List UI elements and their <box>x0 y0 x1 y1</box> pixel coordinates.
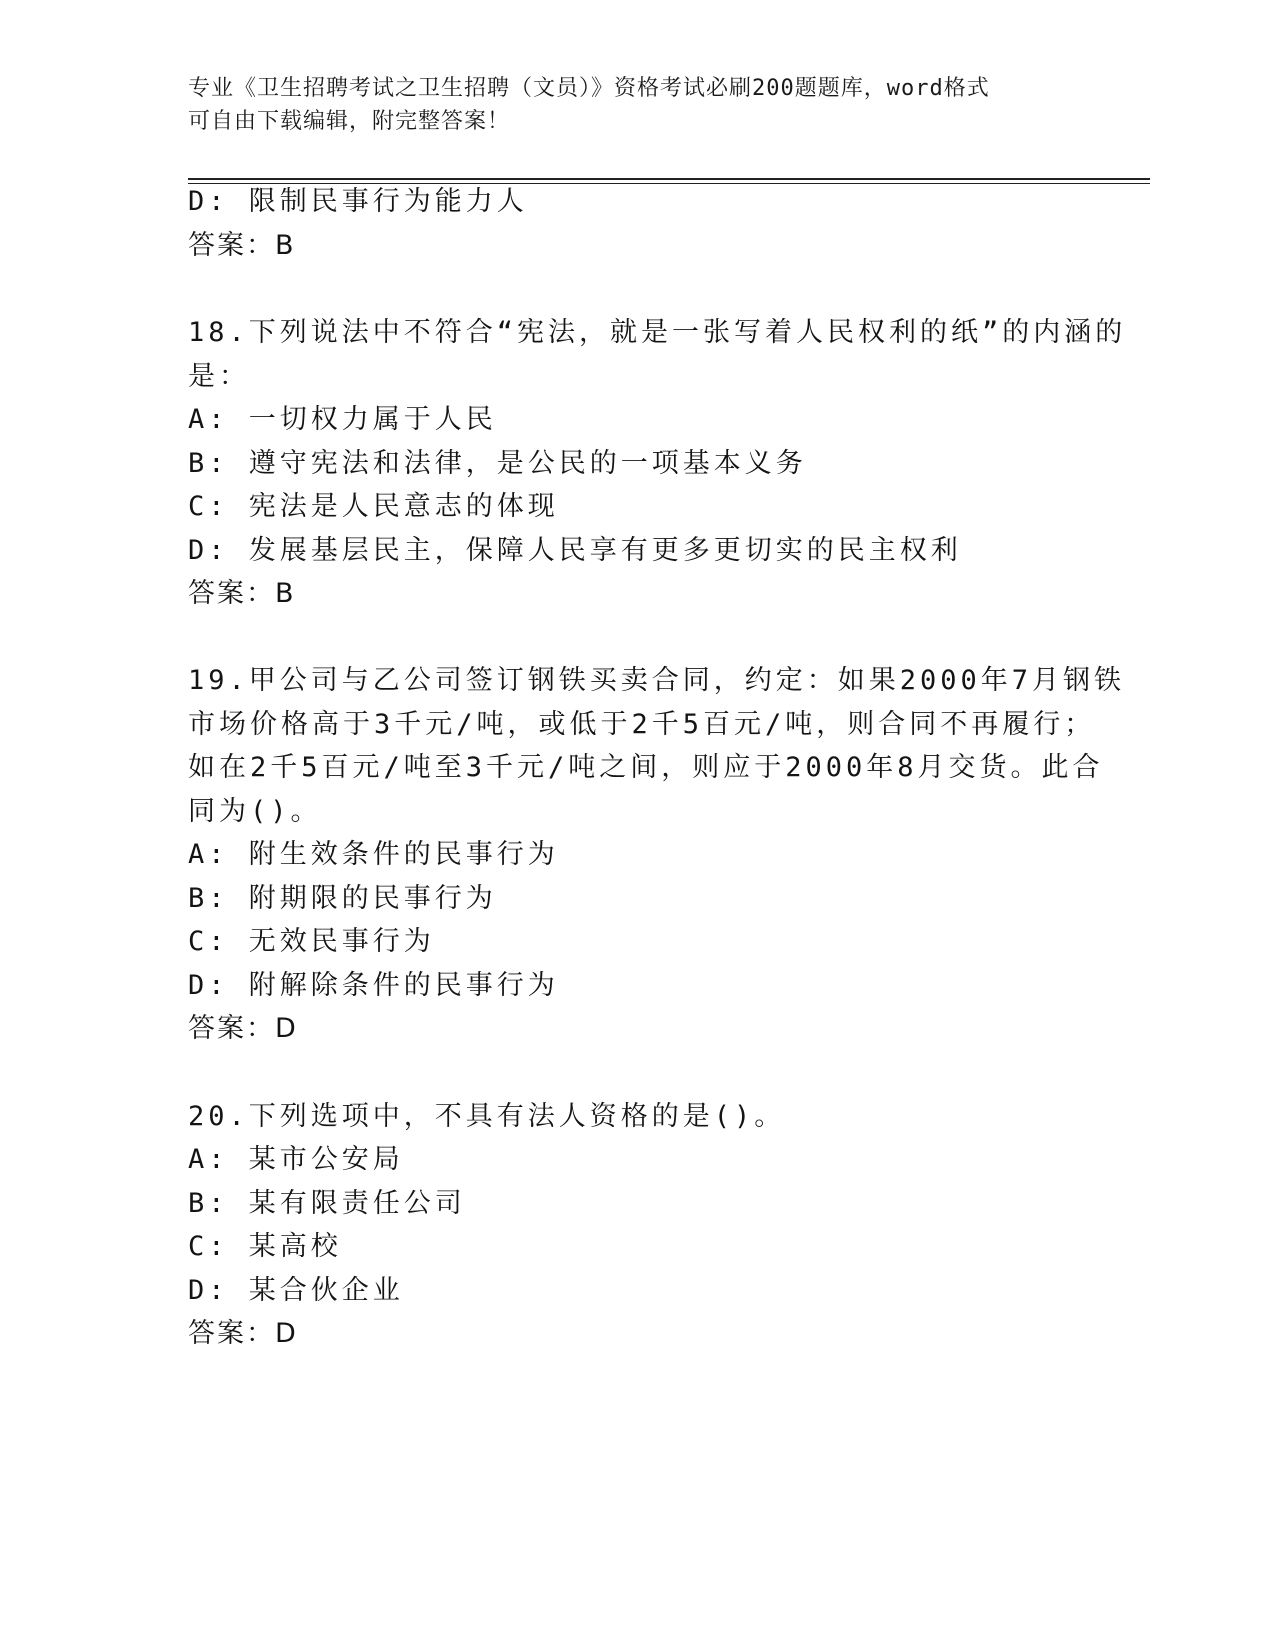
q18-option-a: A: 一切权力属于人民 <box>188 404 497 435</box>
q18-option-b: B: 遵守宪法和法律，是公民的一项基本义务 <box>188 448 807 479</box>
q19-stem-line-2: 市场价格高于3千元/吨，或低于2千5百元/吨，则合同不再履行； <box>188 709 1096 740</box>
q19-option-c: C: 无效民事行为 <box>188 926 435 957</box>
q20-option-c: C: 某高校 <box>188 1231 342 1262</box>
q20-option-a: A: 某市公安局 <box>188 1144 404 1175</box>
q20-answer: 答案：D <box>188 1318 298 1349</box>
header-divider-thick <box>188 178 1150 180</box>
q19-answer: 答案：D <box>188 1013 298 1044</box>
q19-option-d: D: 附解除条件的民事行为 <box>188 970 559 1001</box>
header-title-line-1: 专业《卫生招聘考试之卫生招聘（文员）》资格考试必刷200题题库，word格式 <box>188 76 990 101</box>
q18-option-c: C: 宪法是人民意志的体现 <box>188 491 559 522</box>
q17-option-d: D: 限制民事行为能力人 <box>188 186 528 217</box>
q18-stem-line-1: 18.下列说法中不符合“宪法，就是一张写着人民权利的纸”的内涵的 <box>188 317 1127 348</box>
q20-option-d: D: 某合伙企业 <box>188 1275 404 1306</box>
q18-answer: 答案：B <box>188 578 296 609</box>
q20-option-b: B: 某有限责任公司 <box>188 1188 466 1219</box>
q19-option-a: A: 附生效条件的民事行为 <box>188 839 559 870</box>
header-title-line-2: 可自由下载编辑，附完整答案！ <box>188 109 511 134</box>
q18-option-d: D: 发展基层民主，保障人民享有更多更切实的民主权利 <box>188 535 962 566</box>
q17-answer: 答案：B <box>188 230 296 261</box>
q19-stem-line-1: 19.甲公司与乙公司签订钢铁买卖合同，约定：如果2000年7月钢铁 <box>188 665 1126 696</box>
q19-option-b: B: 附期限的民事行为 <box>188 883 497 914</box>
document-header <box>188 72 1068 138</box>
q18-stem-line-2: 是： <box>188 361 250 392</box>
q19-stem-line-3: 如在2千5百元/吨至3千元/吨之间，则应于2000年8月交货。此合 <box>188 752 1104 783</box>
q20-stem-line-1: 20.下列选项中，不具有法人资格的是()。 <box>188 1101 786 1132</box>
q19-stem-line-4: 同为()。 <box>188 796 322 827</box>
